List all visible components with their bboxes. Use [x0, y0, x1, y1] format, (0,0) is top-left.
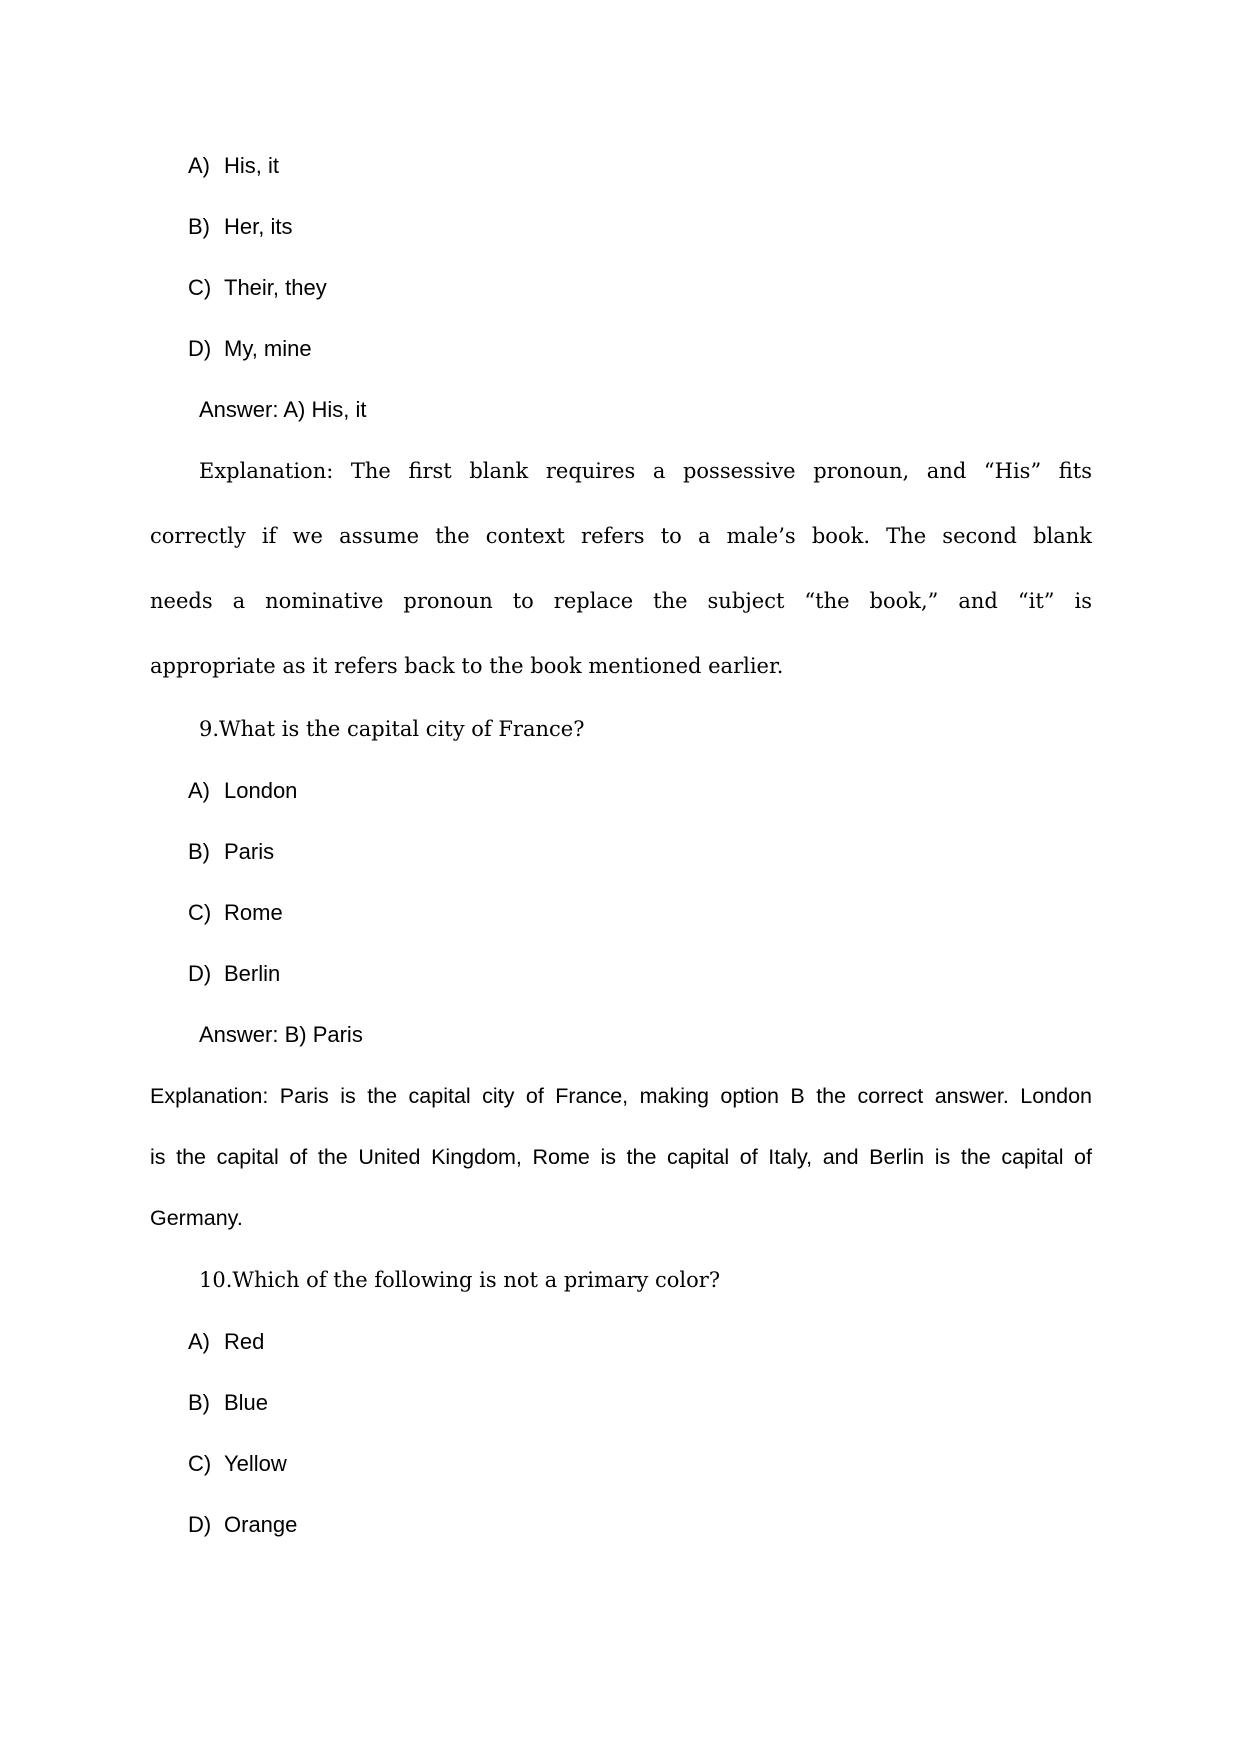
option-text: Rome	[224, 900, 283, 925]
option-letter: A)	[188, 153, 210, 178]
option-text: Red	[224, 1329, 265, 1354]
explanation-line: Explanation: The first blank requires a possessive pronoun, and “His” fits	[199, 459, 1092, 483]
option-text: London	[224, 778, 298, 803]
explanation-line: Germany.	[150, 1206, 243, 1230]
explanation-line: is the capital of the United Kingdom, Rome is the capital of Italy, and Berlin is the capital of	[150, 1145, 1092, 1169]
q10-question: 10.Which of the following is not a primary color?	[199, 1268, 721, 1292]
option-letter: B)	[188, 1390, 210, 1415]
q8-option-c	[188, 274, 327, 302]
option-text: Berlin	[224, 961, 281, 986]
q9-option-c	[188, 899, 283, 927]
option-letter: C)	[188, 275, 212, 300]
option-text: His, it	[224, 153, 279, 178]
q8-option-d	[188, 335, 312, 363]
q8-option-a	[188, 152, 279, 180]
q9-option-d	[188, 960, 280, 988]
option-text: Her, its	[224, 214, 293, 239]
option-text: My, mine	[224, 336, 312, 361]
option-letter: C)	[188, 1451, 212, 1476]
option-letter: C)	[188, 900, 212, 925]
explanation-line: Explanation: Paris is the capital city of France, making option B the correct answer. London	[150, 1084, 1092, 1108]
q10-option-c	[188, 1450, 287, 1478]
q10-option-b	[188, 1389, 268, 1417]
q9-question: 9.What is the capital city of France?	[199, 717, 585, 741]
q9-answer: Answer: B) Paris	[199, 1022, 363, 1047]
option-text: Blue	[224, 1390, 269, 1415]
q8-answer: Answer: A) His, it	[199, 397, 367, 422]
q10-option-d	[188, 1511, 297, 1539]
q8-option-b	[188, 213, 292, 241]
explanation-line: appropriate as it refers back to the book mentioned earlier.	[150, 654, 784, 678]
option-text: Orange	[224, 1512, 298, 1537]
option-letter: D)	[188, 961, 212, 986]
option-letter: B)	[188, 214, 210, 239]
option-text: Their, they	[224, 275, 327, 300]
q9-option-b	[188, 838, 274, 866]
explanation-line: correctly if we assume the context refers to a male’s book. The second blank	[150, 524, 1092, 548]
option-letter: B)	[188, 839, 210, 864]
q8-explanation	[150, 457, 1092, 717]
explanation-line: needs a nominative pronoun to replace the subject “the book,” and “it” is	[150, 589, 1092, 613]
option-text: Paris	[224, 839, 275, 864]
option-letter: D)	[188, 1512, 212, 1537]
option-letter: D)	[188, 336, 212, 361]
option-letter: A)	[188, 1329, 210, 1354]
option-text: Yellow	[224, 1451, 287, 1476]
option-letter: A)	[188, 778, 210, 803]
q10-option-a	[188, 1328, 264, 1356]
q9-explanation	[150, 1082, 1092, 1269]
q9-option-a	[188, 777, 297, 805]
